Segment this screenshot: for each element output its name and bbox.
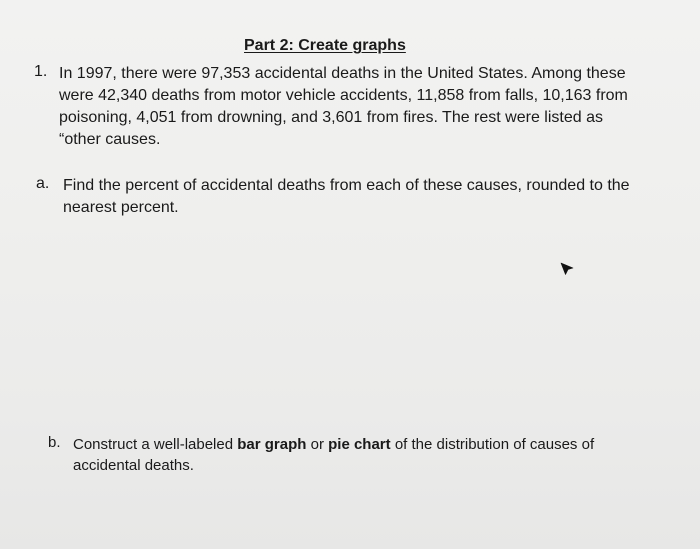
question-line: “other causes. <box>59 131 161 148</box>
part-a-text <box>63 175 663 219</box>
part-a-line: nearest percent. <box>63 199 179 216</box>
part-b-line-1 <box>73 434 673 455</box>
question-line: poisoning, 4,051 from drowning, and 3,601 from fires. The rest were listed as <box>59 109 603 126</box>
part-b-letter: b. <box>48 434 61 451</box>
question-line: were 42,340 deaths from motor vehicle accidents, 11,858 from falls, 10,163 from <box>59 87 628 104</box>
mouse-pointer-icon <box>560 262 574 276</box>
part-a-line: Find the percent of accidental deaths from each of these causes, rounded to the <box>63 177 630 194</box>
question-number: 1. <box>34 63 48 80</box>
bar-graph-emphasis: bar graph <box>237 436 307 453</box>
part-b-line-2: accidental deaths. <box>73 457 194 474</box>
question-line: In 1997, there were 97,353 accidental deaths in the United States. Among these <box>59 65 626 82</box>
part-b-text-segment: of the distribution of causes of <box>390 436 595 453</box>
part-b-text-segment: or <box>306 436 329 453</box>
part-b-text <box>73 434 673 476</box>
question-text <box>59 63 669 151</box>
part-b-text-segment: Construct a well-labeled <box>73 436 238 453</box>
part-a-letter: a. <box>36 175 50 192</box>
section-heading: Part 2: Create graphs <box>244 37 406 54</box>
pie-chart-emphasis: pie chart <box>328 436 391 453</box>
